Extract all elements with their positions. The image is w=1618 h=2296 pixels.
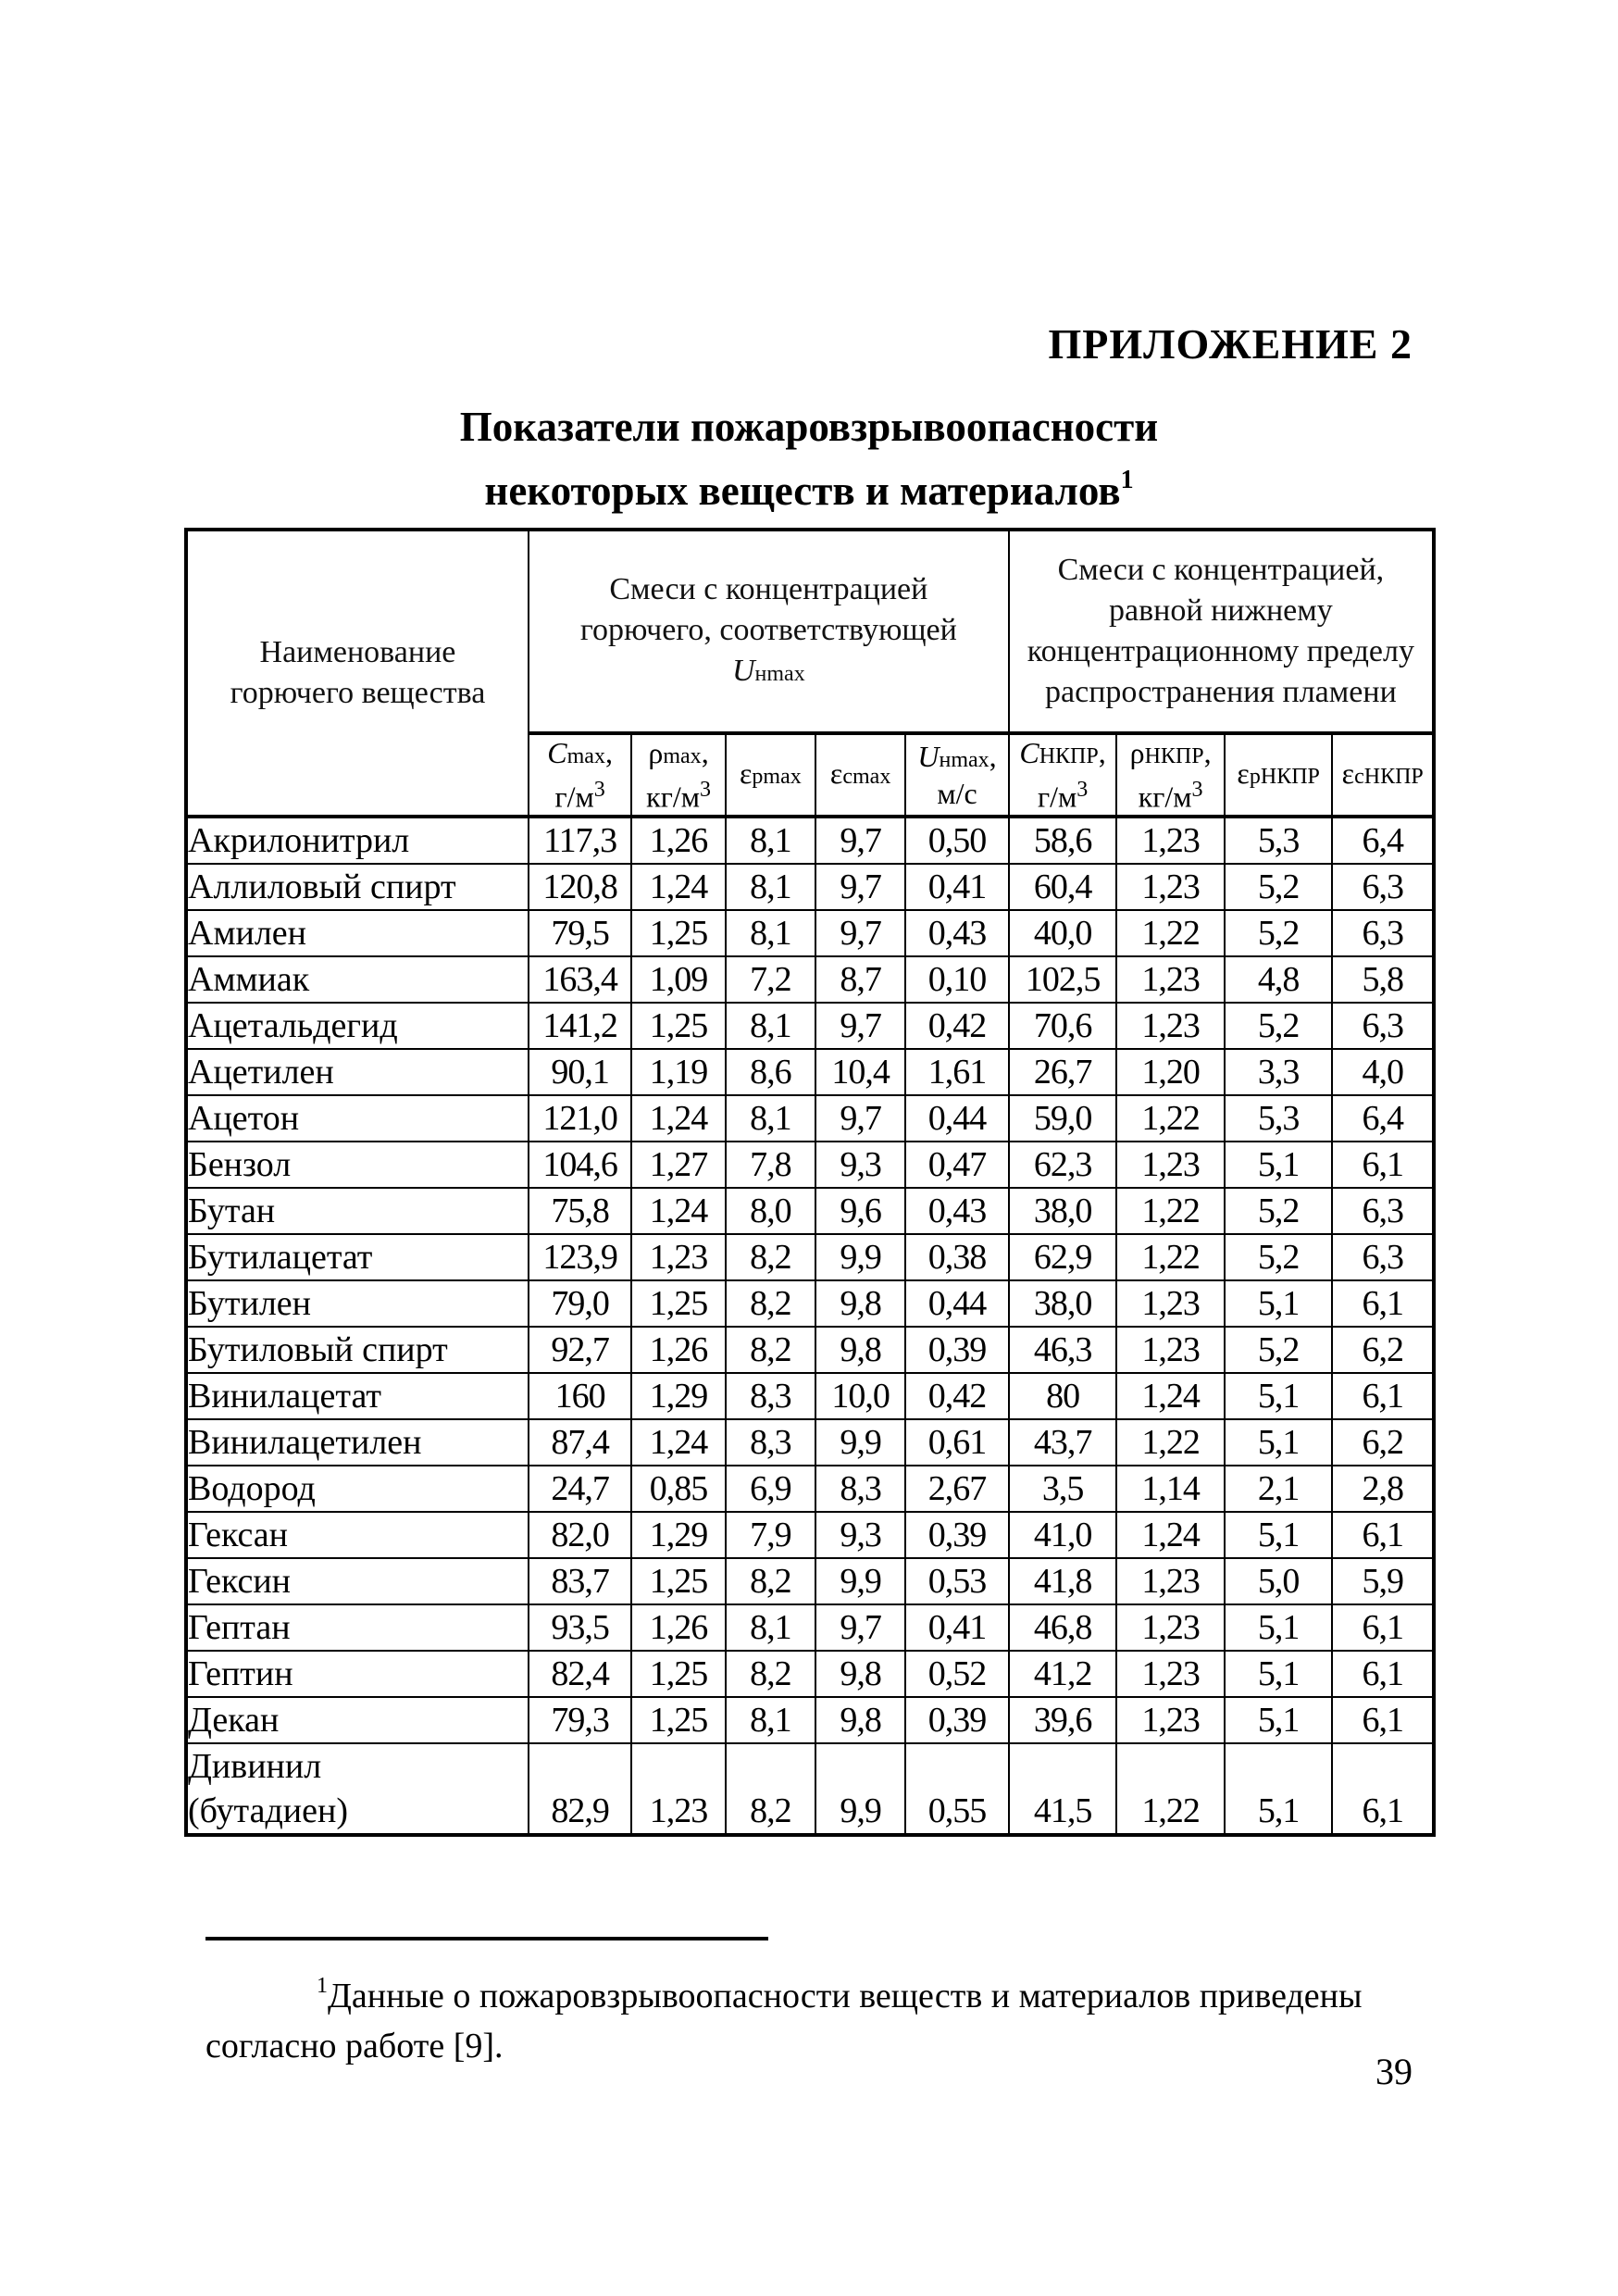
substance-name: Гептан [186,1604,529,1651]
column-symbol: ε [829,756,843,790]
value-cell: 0,39 [905,1697,1009,1743]
value-cell: 24,7 [529,1466,631,1512]
value-cell: 4,0 [1332,1049,1434,1095]
header-group-nkpr: Смеси с концентрацией, равной нижнему концентрационному пределу распространения пламени [1009,530,1434,733]
value-cell: 5,0 [1225,1558,1333,1604]
value-cell: 5,1 [1225,1697,1333,1743]
value-cell: 1,23 [1116,1651,1225,1697]
value-cell: 5,3 [1225,817,1333,864]
value-cell: 6,9 [726,1466,815,1512]
table-row [186,1604,1434,1651]
value-cell: 1,24 [631,1095,725,1142]
value-cell: 2,1 [1225,1466,1333,1512]
footnote [205,1961,1418,2071]
value-cell: 6,1 [1332,1142,1434,1188]
value-cell: 160 [529,1373,631,1419]
value-cell: 1,29 [631,1512,725,1558]
value-cell: 9,3 [815,1512,905,1558]
header-group-max [529,530,1009,733]
value-cell: 1,23 [631,1743,725,1835]
value-cell: 0,44 [905,1280,1009,1327]
value-cell: 4,8 [1225,956,1333,1003]
table-row [186,817,1434,864]
value-cell: 0,44 [905,1095,1009,1142]
value-cell: 0,39 [905,1327,1009,1373]
value-cell: 92,7 [529,1327,631,1373]
value-cell: 6,1 [1332,1512,1434,1558]
value-cell: 9,7 [815,864,905,910]
value-cell: 1,23 [1116,956,1225,1003]
value-cell: 9,7 [815,1604,905,1651]
value-cell: 79,0 [529,1280,631,1327]
value-cell: 1,25 [631,1697,725,1743]
substance-name: Бутан [186,1188,529,1234]
substance-name: Гептин [186,1651,529,1697]
column-unit-power: 3 [699,778,711,803]
table-row [186,1466,1434,1512]
value-cell: 5,2 [1225,1003,1333,1049]
column-subscript: cНКПР [1354,765,1424,789]
value-cell: 8,7 [815,956,905,1003]
value-cell: 1,26 [631,817,725,864]
value-cell: 0,53 [905,1558,1009,1604]
value-cell: 10,4 [815,1049,905,1095]
table-row [186,1095,1434,1142]
column-symbol: ρ [648,736,664,770]
substance-name: Бутилен [186,1280,529,1327]
table-row [186,1003,1434,1049]
column-subscript: нmax [939,748,989,772]
value-cell: 82,0 [529,1512,631,1558]
value-cell: 39,6 [1009,1697,1117,1743]
value-cell: 8,2 [726,1234,815,1280]
value-cell: 5,1 [1225,1743,1333,1835]
value-cell: 1,23 [1116,1142,1225,1188]
substance-name: Акрилонитрил [186,817,529,864]
value-cell: 6,1 [1332,1651,1434,1697]
value-cell: 1,24 [1116,1373,1225,1419]
value-cell: 5,1 [1225,1651,1333,1697]
column-unit: г/м [1037,780,1077,814]
value-cell: 9,6 [815,1188,905,1234]
value-cell: 8,1 [726,1697,815,1743]
table-body [186,817,1434,1835]
column-unit-power: 3 [1191,778,1203,803]
column-unit: кг/м [1138,780,1192,814]
column-subscript: pНКПР [1249,765,1320,789]
value-cell: 6,2 [1332,1327,1434,1373]
value-cell: 38,0 [1009,1280,1117,1327]
column-header [726,733,815,817]
value-cell: 1,23 [1116,1327,1225,1373]
value-cell: 1,24 [631,1419,725,1466]
table-title-line-1: Показатели пожаровзрывоопасности [459,404,1159,450]
value-cell: 123,9 [529,1234,631,1280]
value-cell: 1,23 [1116,864,1225,910]
value-cell: 41,0 [1009,1512,1117,1558]
value-cell: 3,3 [1225,1049,1333,1095]
value-cell: 8,3 [726,1373,815,1419]
column-unit-power: 3 [1077,778,1089,803]
column-symbol: ε [739,756,753,790]
value-cell: 1,22 [1116,1095,1225,1142]
header-group-max-sym: U [731,653,755,688]
table-row [186,1419,1434,1466]
table-row [186,1280,1434,1327]
value-cell: 0,43 [905,1188,1009,1234]
value-cell: 9,8 [815,1327,905,1373]
value-cell: 0,10 [905,956,1009,1003]
value-cell: 9,9 [815,1743,905,1835]
column-subscript: max [566,744,605,769]
value-cell: 1,24 [1116,1512,1225,1558]
value-cell: 6,4 [1332,817,1434,864]
value-cell: 1,29 [631,1373,725,1419]
value-cell: 5,8 [1332,956,1434,1003]
value-cell: 9,8 [815,1280,905,1327]
value-cell: 8,1 [726,1604,815,1651]
column-subscript: max [663,744,702,769]
column-unit-power: 3 [593,778,605,803]
value-cell: 1,22 [1116,1234,1225,1280]
substance-name: Амилен [186,910,529,956]
value-cell: 1,25 [631,1280,725,1327]
substance-name: Бензол [186,1142,529,1188]
flammability-table [184,528,1436,1837]
column-unit: г/м [554,780,594,814]
value-cell: 6,2 [1332,1419,1434,1466]
substance-name: Ацетилен [186,1049,529,1095]
value-cell: 1,22 [1116,1743,1225,1835]
column-header: Cmax, $г/м^3$ [529,733,631,817]
value-cell: 1,25 [631,1558,725,1604]
value-cell: 9,7 [815,910,905,956]
table-row [186,1049,1434,1095]
header-group-max-sub: нmax [754,661,805,686]
value-cell: 1,23 [1116,817,1225,864]
value-cell: 1,22 [1116,1188,1225,1234]
value-cell: 90,1 [529,1049,631,1095]
value-cell: 6,1 [1332,1697,1434,1743]
value-cell: 5,1 [1225,1419,1333,1466]
column-unit: м/с [937,777,977,810]
column-header: ρНКПР, $кг/м^3$ [1116,733,1225,817]
value-cell: 120,8 [529,864,631,910]
table-row [186,864,1434,910]
value-cell: 0,43 [905,910,1009,956]
footnote-text: Данные о пожаровзрывоопасности веществ и материалов приведены согласно работе [9]. [205,1977,1363,2065]
column-subscript: cmax [842,765,891,789]
table-row [186,1558,1434,1604]
table-row [186,956,1434,1003]
value-cell: 8,3 [726,1419,815,1466]
value-cell: 5,2 [1225,1188,1333,1234]
table-row [186,1234,1434,1280]
value-cell: 6,3 [1332,864,1434,910]
table-row-last [186,1743,1434,1835]
table-row [186,1651,1434,1697]
substance-name: Винилацетат [186,1373,529,1419]
value-cell: 87,4 [529,1419,631,1466]
column-symbol: ε [1237,756,1250,790]
value-cell: 8,2 [726,1743,815,1835]
substance-name: Водород [186,1466,529,1512]
value-cell: 1,23 [1116,1558,1225,1604]
footnote-separator [205,1937,768,1940]
value-cell: 6,3 [1332,1234,1434,1280]
value-cell: 1,25 [631,910,725,956]
value-cell: 5,2 [1225,864,1333,910]
value-cell: 1,19 [631,1049,725,1095]
title-footnote-mark: 1 [1120,466,1134,494]
value-cell: 70,6 [1009,1003,1117,1049]
value-cell: 6,1 [1332,1280,1434,1327]
value-cell: 75,8 [529,1188,631,1234]
value-cell: 0,41 [905,1604,1009,1651]
value-cell: 80 [1009,1373,1117,1419]
value-cell: 38,0 [1009,1188,1117,1234]
value-cell: 3,5 [1009,1466,1117,1512]
value-cell: 7,8 [726,1142,815,1188]
value-cell: 1,24 [631,1188,725,1234]
value-cell: 9,9 [815,1234,905,1280]
column-symbol: C [547,736,567,770]
substance-name-line1: Дивинил [188,1747,322,1786]
value-cell: 8,2 [726,1558,815,1604]
value-cell: 8,2 [726,1280,815,1327]
table-row [186,1512,1434,1558]
value-cell: 1,61 [905,1049,1009,1095]
value-cell: 0,55 [905,1743,1009,1835]
value-cell: 1,26 [631,1604,725,1651]
table-row [186,1142,1434,1188]
table-row [186,1188,1434,1234]
column-symbol: ε [1341,756,1355,790]
value-cell: 1,22 [1116,910,1225,956]
value-cell: 8,1 [726,864,815,910]
column-subscript: pmax [752,765,802,789]
value-cell: 0,47 [905,1142,1009,1188]
value-cell: 58,6 [1009,817,1117,864]
value-cell: 9,7 [815,817,905,864]
value-cell: 40,0 [1009,910,1117,956]
value-cell: 9,3 [815,1142,905,1188]
column-header [1332,733,1434,817]
substance-name: Аммиак [186,956,529,1003]
substance-name: Гексан [186,1512,529,1558]
value-cell: 121,0 [529,1095,631,1142]
column-header: CНКПР, $г/м^3$ [1009,733,1117,817]
column-header: Uнmax, м/с [905,733,1009,817]
value-cell: 8,1 [726,1095,815,1142]
value-cell: 8,6 [726,1049,815,1095]
substance-name: Бутилацетат [186,1234,529,1280]
value-cell: 26,7 [1009,1049,1117,1095]
value-cell: 8,1 [726,1003,815,1049]
value-cell: 5,3 [1225,1095,1333,1142]
value-cell: 46,3 [1009,1327,1117,1373]
value-cell: 1,23 [1116,1697,1225,1743]
value-cell: 102,5 [1009,956,1117,1003]
value-cell: 8,2 [726,1651,815,1697]
value-cell: 1,14 [1116,1466,1225,1512]
value-cell: 6,1 [1332,1373,1434,1419]
value-cell: 1,20 [1116,1049,1225,1095]
substance-name: Винилацетилен [186,1419,529,1466]
value-cell: 9,9 [815,1558,905,1604]
value-cell: 1,22 [1116,1419,1225,1466]
value-cell: 79,5 [529,910,631,956]
value-cell: 5,1 [1225,1142,1333,1188]
value-cell: 5,1 [1225,1512,1333,1558]
value-cell: 1,23 [1116,1003,1225,1049]
value-cell: 41,2 [1009,1651,1117,1697]
value-cell: 5,1 [1225,1604,1333,1651]
substance-name-line2: (бутадиен) [188,1791,349,1830]
value-cell: 1,23 [631,1234,725,1280]
value-cell: 0,61 [905,1419,1009,1466]
value-cell: 7,9 [726,1512,815,1558]
value-cell: 8,0 [726,1188,815,1234]
value-cell: 5,9 [1332,1558,1434,1604]
value-cell: 2,67 [905,1466,1009,1512]
value-cell: 93,5 [529,1604,631,1651]
value-cell: 1,09 [631,956,725,1003]
value-cell: 0,42 [905,1373,1009,1419]
value-cell: 0,38 [905,1234,1009,1280]
column-symbol: ρ [1129,736,1145,770]
table-row [186,1697,1434,1743]
page-number: 39 [1375,2051,1413,2092]
appendix-heading: ПРИЛОЖЕНИЕ 2 [1048,320,1413,368]
value-cell: 0,41 [905,864,1009,910]
substance-name: Бутиловый спирт [186,1327,529,1373]
value-cell: 59,0 [1009,1095,1117,1142]
substance-name: Аллиловый спирт [186,864,529,910]
value-cell: 10,0 [815,1373,905,1419]
value-cell: 8,2 [726,1327,815,1373]
footnote-mark: 1 [317,1974,328,1998]
value-cell: 0,39 [905,1512,1009,1558]
value-cell: 5,2 [1225,910,1333,956]
value-cell: 0,42 [905,1003,1009,1049]
column-symbol: C [1019,736,1039,770]
column-header [1225,733,1333,817]
value-cell: 41,8 [1009,1558,1117,1604]
value-cell: 5,2 [1225,1234,1333,1280]
value-cell: 5,1 [1225,1280,1333,1327]
value-cell: 5,1 [1225,1373,1333,1419]
value-cell: 6,1 [1332,1743,1434,1835]
value-cell: 9,8 [815,1697,905,1743]
header-group-max-text: Смеси с концентрацией горючего, соответствующей [579,571,957,647]
value-cell: 1,23 [1116,1280,1225,1327]
value-cell: 6,3 [1332,1188,1434,1234]
value-cell: 0,52 [905,1651,1009,1697]
value-cell: 1,26 [631,1327,725,1373]
table-row [186,910,1434,956]
value-cell: 6,4 [1332,1095,1434,1142]
value-cell: 43,7 [1009,1419,1117,1466]
value-cell: 9,7 [815,1095,905,1142]
value-cell: 62,3 [1009,1142,1117,1188]
column-header [815,733,905,817]
table-row [186,1327,1434,1373]
value-cell: 5,2 [1225,1327,1333,1373]
column-subscript: НКПР [1039,744,1099,769]
value-cell: 1,25 [631,1651,725,1697]
value-cell: 82,4 [529,1651,631,1697]
column-unit: кг/м [646,780,700,814]
value-cell: 9,8 [815,1651,905,1697]
title-text: некоторых веществ и материалов [484,468,1121,514]
value-cell: 163,4 [529,956,631,1003]
substance-name: Гексин [186,1558,529,1604]
value-cell: 0,50 [905,817,1009,864]
value-cell: 60,4 [1009,864,1117,910]
substance-name: Декан [186,1697,529,1743]
value-cell: 1,27 [631,1142,725,1188]
value-cell: 1,23 [1116,1604,1225,1651]
substance-name-cell [186,1743,529,1835]
substance-name: Ацетон [186,1095,529,1142]
value-cell: 8,1 [726,910,815,956]
value-cell: 1,25 [631,1003,725,1049]
column-symbol: U [917,740,940,773]
value-cell: 83,7 [529,1558,631,1604]
value-cell: 9,7 [815,1003,905,1049]
value-cell: 6,3 [1332,1003,1434,1049]
column-subscript: НКПР [1144,744,1204,769]
value-cell: 41,5 [1009,1743,1117,1835]
value-cell: 46,8 [1009,1604,1117,1651]
substance-name: Ацетальдегид [186,1003,529,1049]
table-title-line-2 [0,454,1618,518]
header-substance-name: Наименование горючего вещества [186,530,529,817]
value-cell: 0,85 [631,1466,725,1512]
value-cell: 9,9 [815,1419,905,1466]
table-row [186,1373,1434,1419]
value-cell: 117,3 [529,817,631,864]
value-cell: 6,3 [1332,910,1434,956]
value-cell: 62,9 [1009,1234,1117,1280]
value-cell: 6,1 [1332,1604,1434,1651]
value-cell: 1,24 [631,864,725,910]
value-cell: 8,3 [815,1466,905,1512]
value-cell: 7,2 [726,956,815,1003]
value-cell: 79,3 [529,1697,631,1743]
value-cell: 82,9 [529,1743,631,1835]
value-cell: 104,6 [529,1142,631,1188]
column-header: ρmax, $кг/м^3$ [631,733,725,817]
value-cell: 2,8 [1332,1466,1434,1512]
value-cell: 141,2 [529,1003,631,1049]
value-cell: 8,1 [726,817,815,864]
